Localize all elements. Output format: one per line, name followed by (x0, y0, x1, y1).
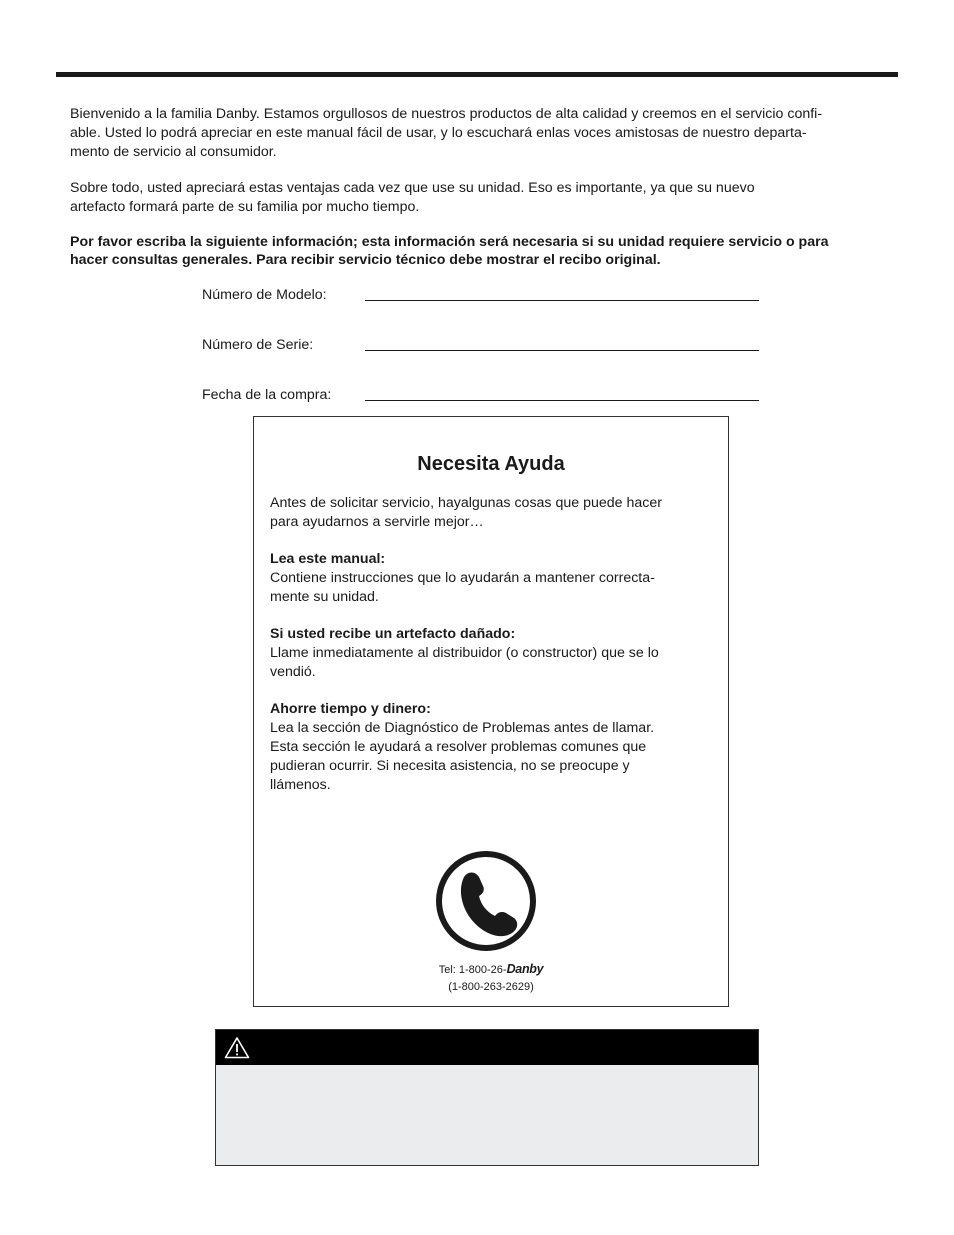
serial-number-field (202, 337, 762, 361)
danby-logo: Danby (506, 962, 544, 976)
tel-numeric: (1-800-263-2629) (448, 981, 534, 993)
help-section-heading: Si usted recibe un artefacto dañado: (270, 626, 516, 642)
serial-number-label: Número de Serie: (202, 337, 314, 353)
help-intro-line: Antes de solicitar servicio, hayalgunas cosas que puede hacer (270, 495, 662, 511)
advantages-paragraph (70, 179, 905, 217)
help-section-heading: Ahorre tiempo y dinero: (270, 701, 431, 717)
model-number-field (202, 287, 762, 311)
help-section-line: llámenos. (270, 777, 331, 793)
advantages-line: artefacto formará parte de su familia por mucho tiempo. (70, 199, 420, 215)
tel-line (254, 961, 728, 979)
help-section-line: Contiene instrucciones que lo ayudarán a mantener correcta- (270, 570, 655, 586)
help-box (253, 416, 729, 1007)
help-intro-line: para ayudarnos a servirle mejor… (270, 514, 484, 530)
help-section-line: Llame inmediatamente al distribuidor (o constructor) que se lo (270, 645, 659, 661)
welcome-paragraph (70, 105, 905, 162)
help-section-manual (270, 550, 710, 607)
help-section-line: Lea la sección de Diagnóstico de Problemas antes de llamar. (270, 720, 655, 736)
purchase-date-line[interactable] (365, 400, 759, 401)
warning-box (215, 1029, 759, 1166)
welcome-line: able. Usted lo podrá apreciar en este manual fácil de usar, y lo escuchará enlas voces amistosas de nuestro departa- (70, 125, 807, 141)
record-info-line: Por favor escriba la siguiente información; esta información será necesaria si su unidad requiere servicio o para (70, 234, 829, 250)
help-section-damaged (270, 625, 710, 682)
top-rule (56, 72, 898, 77)
help-section-line: Esta sección le ayudará a resolver problemas comunes que (270, 739, 647, 755)
welcome-line: mento de servicio al consumidor. (70, 144, 277, 160)
help-section-line: pudieran ocurrir. Si necesita asistencia, no se preocupe y (270, 758, 630, 774)
purchase-date-label: Fecha de la compra: (202, 387, 332, 403)
help-section-line: vendió. (270, 664, 316, 680)
warning-header-bar (216, 1030, 758, 1065)
help-intro (270, 494, 710, 532)
model-number-label: Número de Modelo: (202, 287, 327, 303)
purchase-date-field (202, 387, 762, 411)
advantages-line: Sobre todo, usted apreciará estas ventajas cada vez que use su unidad. Eso es importante, ya que su nuevo (70, 180, 755, 196)
welcome-line: Bienvenido a la familia Danby. Estamos orgullosos de nuestros productos de alta calidad y creemos en el servicio confi- (70, 106, 823, 122)
help-section-heading: Lea este manual: (270, 551, 386, 567)
phone-icon (434, 849, 538, 953)
help-phone-contact (254, 961, 728, 996)
warning-icon (224, 1036, 250, 1059)
help-section-line: mente su unidad. (270, 589, 379, 605)
tel-prefix: Tel: 1-800-26- (438, 964, 507, 976)
serial-number-line[interactable] (365, 350, 759, 351)
record-info-paragraph (70, 233, 915, 269)
help-title: Necesita Ayuda (417, 453, 565, 475)
help-section-save-time (270, 700, 710, 795)
record-info-line: hacer consultas generales. Para recibir servicio técnico debe mostrar el recibo original. (70, 252, 661, 268)
model-number-line[interactable] (365, 300, 759, 301)
